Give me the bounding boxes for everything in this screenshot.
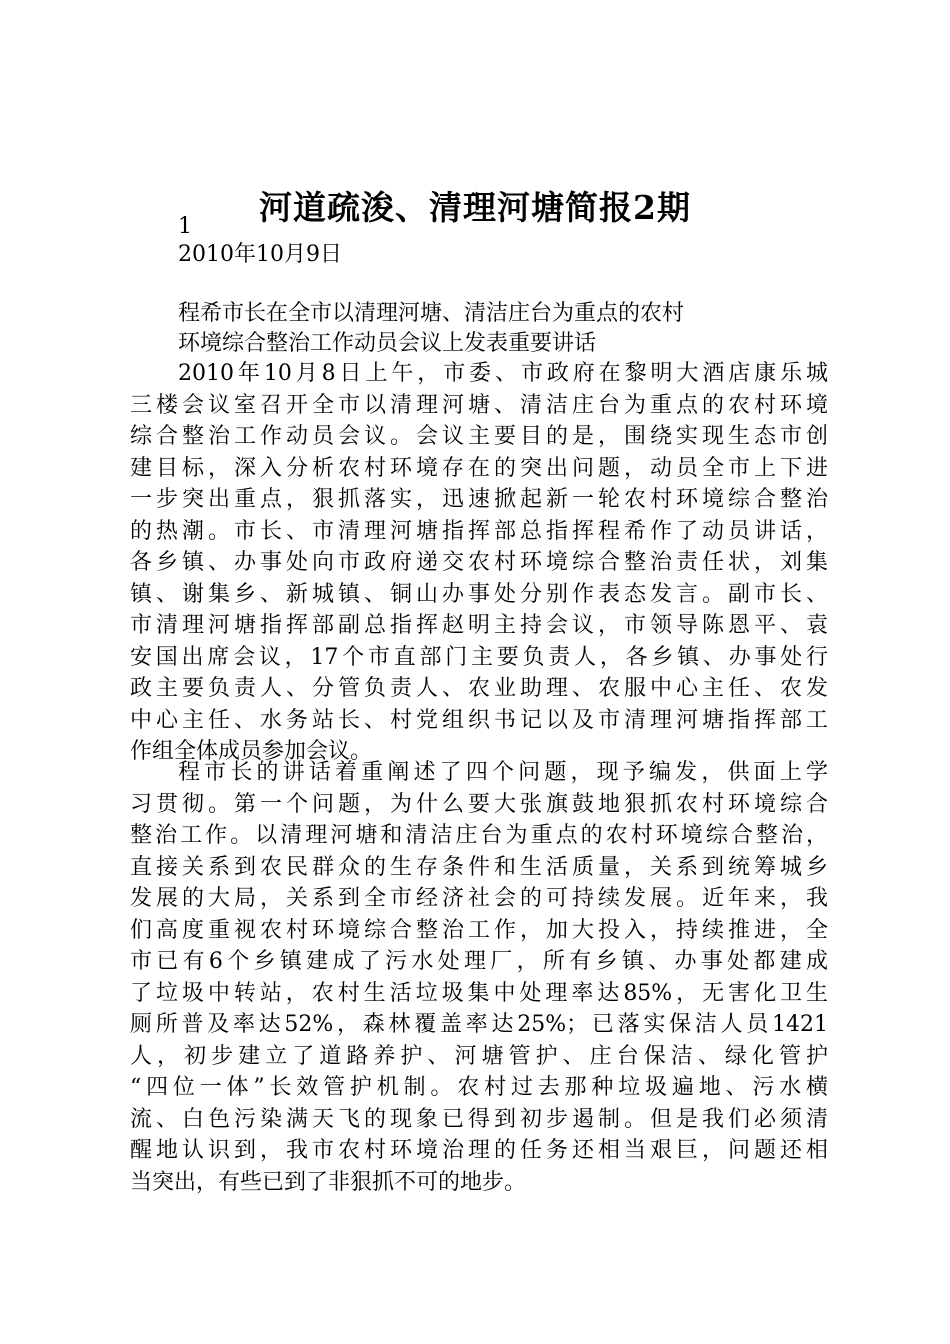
text-line: 厕所普及率达52%，森林覆盖率达25%；已落实保洁人员1421	[130, 1012, 828, 1037]
text-line: 市已有6个乡镇建成了污水处理厂，所有乡镇、办事处都建成	[130, 949, 828, 974]
text-line: 作组全体成员参加会议。	[130, 739, 373, 764]
text-line: 2010年10月8日上午，市委、市政府在黎明大酒店康乐城	[178, 361, 828, 386]
text-line: 三楼会议室召开全市以清理河塘、清洁庄台为重点的农村环境	[130, 392, 828, 418]
text-line: 发展的大局，关系到全市经济社会的可持续发展。近年来，我	[130, 886, 828, 911]
text-line: 镇、谢集乡、新城镇、铜山办事处分别作表态发言。副市长、	[130, 581, 828, 607]
text-line: 安国出席会议，17个市直部门主要负责人，各乡镇、办事处行	[130, 644, 828, 670]
text-line: 综合整治工作动员会议。会议主要目的是，围绕实现生态市创	[130, 424, 828, 449]
text-line: 们高度重视农村环境综合整治工作，加大投入，持续推进，全	[130, 917, 828, 943]
paragraph-meeting	[130, 358, 828, 768]
document-title: 河道疏浚、清理河塘简报2期	[259, 188, 691, 227]
text-line: 中心主任、水务站长、村党组织书记以及市清理河塘指挥部工	[130, 707, 828, 733]
text-line: 了垃圾中转站，农村生活垃圾集中处理率达85%，无害化卫生	[130, 980, 828, 1006]
text-line: 的热潮。市长、市清理河塘指挥部总指挥程希作了动员讲话，	[130, 518, 828, 544]
text-line: 习贯彻。第一个问题，为什么要大张旗鼓地狠抓农村环境综合	[130, 791, 828, 817]
text-line: 人，初步建立了道路养护、河塘管护、庄台保洁、绿化管护	[130, 1043, 828, 1069]
headline-line: 环境综合整治工作动员会议上发表重要讲话	[178, 331, 597, 356]
text-line: 建目标，深入分析农村环境存在的突出问题，动员全市上下进	[130, 455, 828, 481]
text-line: 醒地认识到，我市农村环境治理的任务还相当艰巨，问题还相	[130, 1138, 828, 1163]
text-line: 程市长的讲话着重阐述了四个问题，现予编发，供面上学	[178, 760, 828, 785]
text-line: 市清理河塘指挥部副总指挥赵明主持会议，市领导陈恩平、袁	[130, 613, 828, 638]
text-line: 一步突出重点，狠抓落实，迅速掀起新一轮农村环境综合整治	[130, 487, 828, 512]
issue-number: 1	[178, 214, 192, 239]
text-line: 当突出，有些已到了非狠抓不可的地步。	[130, 1169, 527, 1195]
text-line: “四位一体”长效管护机制。农村过去那种垃圾遍地、污水横	[130, 1075, 828, 1100]
text-line: 各乡镇、办事处向市政府递交农村环境综合整治责任状，刘集	[130, 550, 828, 575]
text-line: 流、白色污染满天飞的现象已得到初步遏制。但是我们必须清	[130, 1106, 828, 1132]
paragraph-speech	[130, 757, 828, 1198]
text-line: 直接关系到农民群众的生存条件和生活质量，关系到统筹城乡	[130, 854, 828, 880]
headline-line: 程希市长在全市以清理河塘、清洁庄台为重点的农村	[178, 301, 685, 326]
text-line: 政主要负责人、分管负责人、农业助理、农服中心主任、农发	[130, 676, 828, 701]
text-line: 整治工作。以清理河塘和清洁庄台为重点的农村环境综合整治，	[130, 823, 828, 848]
issue-date: 2010年10月9日	[178, 242, 342, 267]
